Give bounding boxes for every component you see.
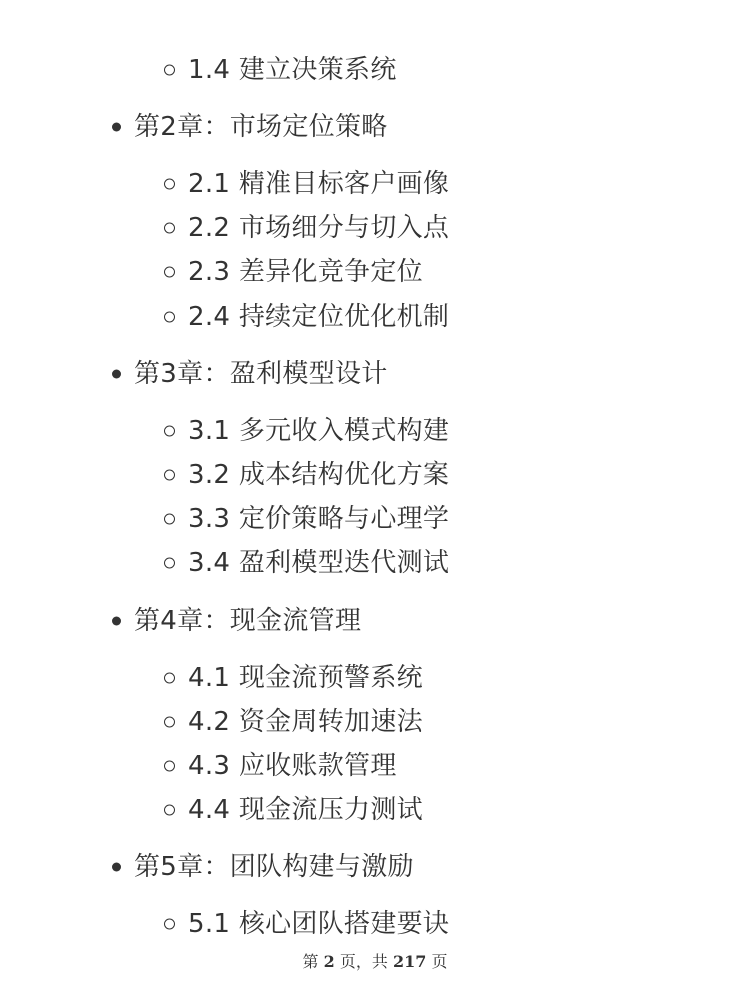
toc-section-4-3[interactable] xyxy=(0,744,750,788)
toc-section-label: 5.1 核心团队搭建要诀 xyxy=(188,909,450,939)
filled-bullet-icon xyxy=(112,617,121,626)
page-footer xyxy=(0,949,750,975)
hollow-bullet-icon xyxy=(164,223,175,234)
toc-chapter-label: 第3章：盈利模型设计 xyxy=(134,359,388,389)
toc-section-label: 4.3 应收账款管理 xyxy=(188,751,397,781)
toc-chapter-label: 第4章：现金流管理 xyxy=(134,606,362,636)
hollow-bullet-icon xyxy=(164,179,175,190)
toc-section-label: 3.1 多元收入模式构建 xyxy=(188,416,450,446)
toc-chapter-label: 第2章：市场定位策略 xyxy=(134,112,388,142)
toc-section-4-1[interactable] xyxy=(0,656,750,700)
toc-chapter-5[interactable] xyxy=(0,845,750,889)
hollow-bullet-icon xyxy=(164,673,175,684)
toc-section-label: 3.2 成本结构优化方案 xyxy=(188,460,450,490)
hollow-bullet-icon xyxy=(164,805,175,816)
hollow-bullet-icon xyxy=(164,919,175,930)
toc-chapter-3[interactable] xyxy=(0,352,750,396)
hollow-bullet-icon xyxy=(164,65,175,76)
toc-section-2-3[interactable] xyxy=(0,250,750,294)
footer-suffix: 页 xyxy=(426,952,448,971)
toc-section-2-4[interactable] xyxy=(0,295,750,339)
toc-section-label: 2.2 市场细分与切入点 xyxy=(188,213,450,243)
toc-section-2-1[interactable] xyxy=(0,162,750,206)
footer-middle: 页，共 xyxy=(334,952,393,971)
toc-section-3-4[interactable] xyxy=(0,541,750,585)
hollow-bullet-icon xyxy=(164,558,175,569)
toc-chapter-4[interactable] xyxy=(0,599,750,643)
toc-section-3-3[interactable] xyxy=(0,497,750,541)
toc-section-label: 3.4 盈利模型迭代测试 xyxy=(188,548,450,578)
toc-section-4-4[interactable] xyxy=(0,788,750,832)
toc-section-label: 2.4 持续定位优化机制 xyxy=(188,302,450,332)
toc-section-label: 4.4 现金流压力测试 xyxy=(188,795,423,825)
hollow-bullet-icon xyxy=(164,717,175,728)
filled-bullet-icon xyxy=(112,123,121,132)
filled-bullet-icon xyxy=(112,370,121,379)
hollow-bullet-icon xyxy=(164,312,175,323)
toc-section-label: 2.1 精准目标客户画像 xyxy=(188,169,450,199)
toc-section-3-2[interactable] xyxy=(0,453,750,497)
toc-section-5-1[interactable] xyxy=(0,902,750,946)
hollow-bullet-icon xyxy=(164,514,175,525)
toc-section-1-4[interactable] xyxy=(0,48,750,92)
toc-chapter-2[interactable] xyxy=(0,105,750,149)
toc-section-label: 1.4 建立决策系统 xyxy=(188,55,397,85)
toc-section-4-2[interactable] xyxy=(0,700,750,744)
toc-section-label: 4.1 现金流预警系统 xyxy=(188,663,423,693)
toc-section-label: 4.2 资金周转加速法 xyxy=(188,707,423,737)
toc-section-3-1[interactable] xyxy=(0,409,750,453)
footer-prefix: 第 xyxy=(302,952,324,971)
filled-bullet-icon xyxy=(112,863,121,872)
total-page-count: 217 xyxy=(392,952,427,971)
hollow-bullet-icon xyxy=(164,761,175,772)
hollow-bullet-icon xyxy=(164,267,175,278)
hollow-bullet-icon xyxy=(164,426,175,437)
hollow-bullet-icon xyxy=(164,470,175,481)
current-page-number: 2 xyxy=(323,952,335,971)
toc-section-label: 3.3 定价策略与心理学 xyxy=(188,504,450,534)
toc-section-label: 2.3 差异化竞争定位 xyxy=(188,257,423,287)
toc-section-2-2[interactable] xyxy=(0,206,750,250)
toc-chapter-label: 第5章：团队构建与激励 xyxy=(134,852,414,882)
